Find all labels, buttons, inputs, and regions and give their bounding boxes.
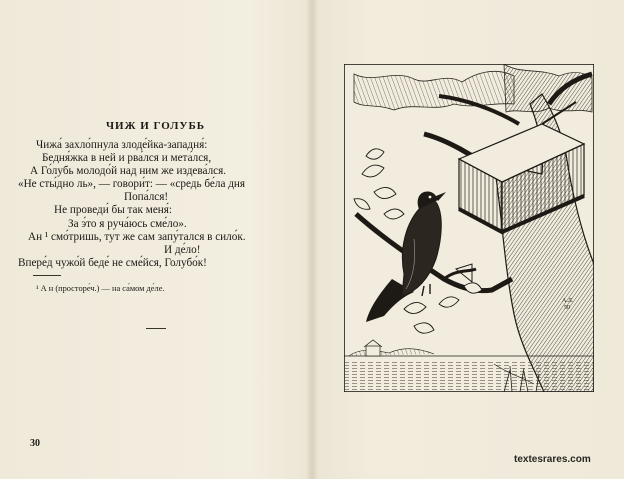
end-divider — [146, 328, 166, 329]
svg-text:А.Л.50: А.Л. 50 — [562, 298, 574, 311]
page-number: 30 — [30, 438, 40, 449]
poem-line: А Го́лубь молодо́й над ним же издева́лся. — [30, 165, 227, 178]
poem-line: Не проведи́ бы так меня́: — [54, 204, 173, 217]
poem-line: Бедня́жка в ней и рва́лся и мета́лся, — [42, 152, 212, 165]
watermark: textesrares.com — [514, 454, 591, 465]
poem-line: «Не сты́дно ль», — говори́т: — «средь бе́ла дня — [18, 178, 246, 191]
poem-line: Чижа́ захло́пнула злоде́йка-западня́: — [36, 139, 208, 151]
signature-text: А.Л. — [562, 298, 574, 304]
poem-text — [18, 139, 293, 270]
footnote: ¹ А н (просторе́ч.) — на са́мом де́ле. — [36, 284, 165, 293]
poem-line: И де́ло! — [164, 243, 201, 256]
illustration-bird-and-cage — [344, 64, 594, 392]
poem-line: Попа́лся! — [124, 191, 169, 204]
left-page — [0, 0, 311, 479]
footnote-divider — [33, 275, 61, 276]
poem-line: Впере́д чужо́й беде́ не сме́йся, Голубо́к! — [18, 256, 207, 269]
poem-line: Ан ¹ смо́тришь, тут же сам запу́тался в сило́к. — [28, 230, 246, 243]
poem-line: За э́то я руча́юсь сме́ло». — [68, 217, 187, 230]
poem-title: ЧИЖ И ГОЛУБЬ — [105, 120, 206, 132]
